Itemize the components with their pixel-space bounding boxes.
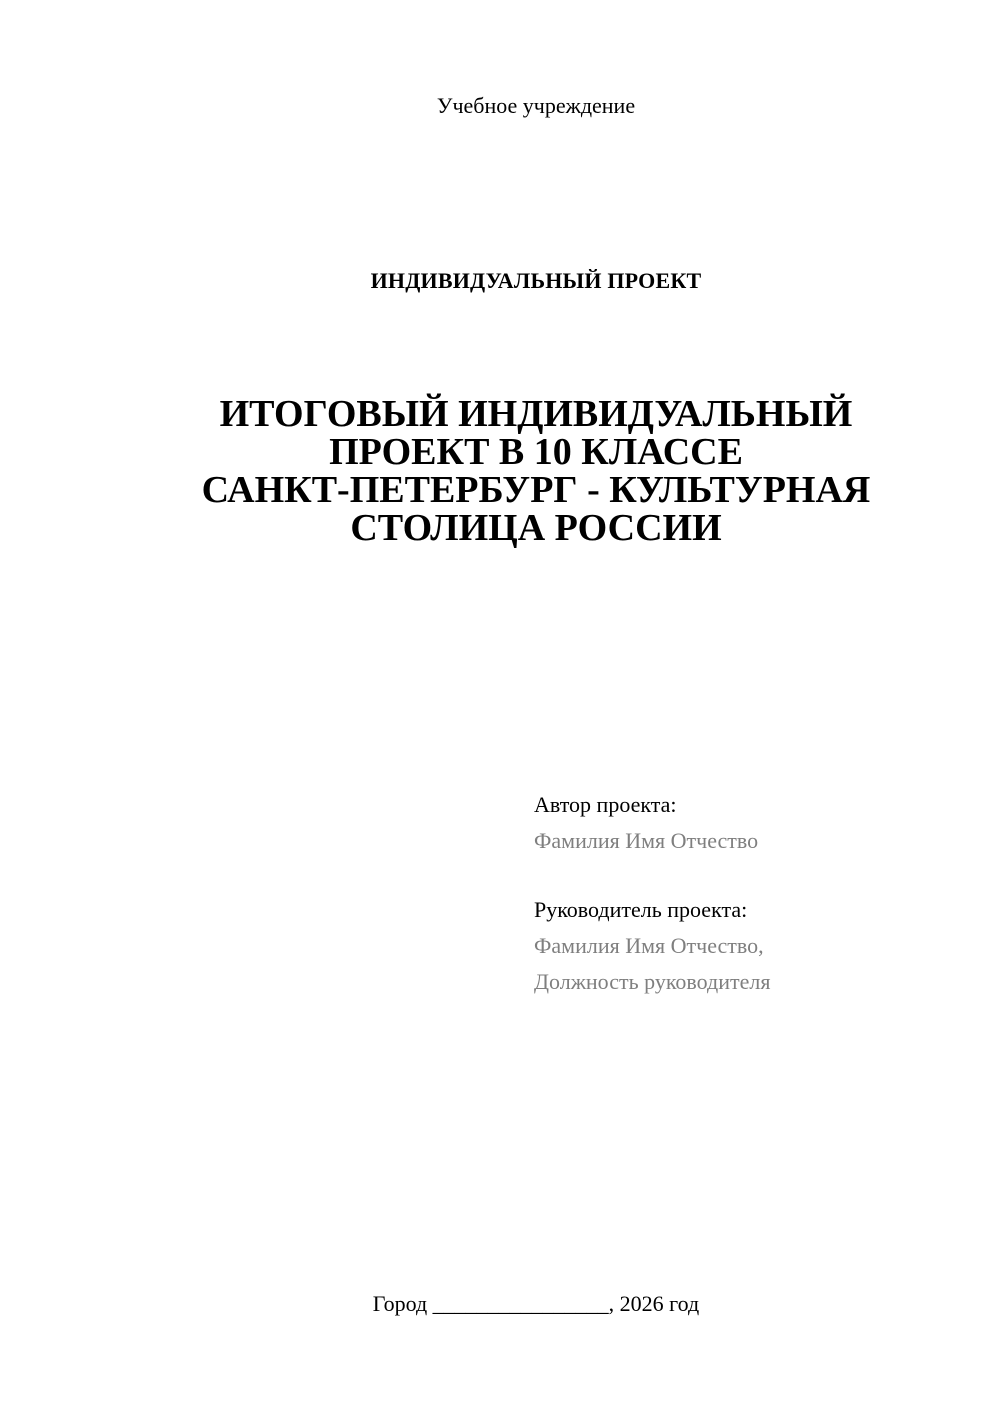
project-title-line-4: СТОЛИЦА РОССИИ — [350, 507, 722, 549]
credits-spacer — [534, 859, 770, 892]
supervisor-label: Руководитель проекта: — [534, 897, 748, 922]
project-title — [0, 395, 1000, 547]
project-title-line-2: ПРОЕКТ В 10 КЛАССЕ — [329, 431, 743, 473]
document-type-label: ИНДИВИДУАЛЬНЫЙ ПРОЕКТ — [370, 268, 702, 293]
project-credits — [534, 787, 770, 1000]
supervisor-name: Фамилия Имя Отчество, — [534, 933, 764, 958]
project-title-line-3: САНКТ-ПЕТЕРБУРГ - КУЛЬТУРНАЯ — [201, 469, 871, 511]
supervisor-position: Должность руководителя — [534, 969, 771, 994]
city-year-line: Город ________________, 2026 год — [372, 1291, 700, 1316]
author-label: Автор проекта: — [534, 792, 677, 817]
institution-name: Учебное учреждение — [436, 93, 636, 118]
project-title-line-1: ИТОГОВЫЙ ИНДИВИДУАЛЬНЫЙ — [219, 393, 853, 435]
author-name: Фамилия Имя Отчество — [534, 828, 759, 853]
